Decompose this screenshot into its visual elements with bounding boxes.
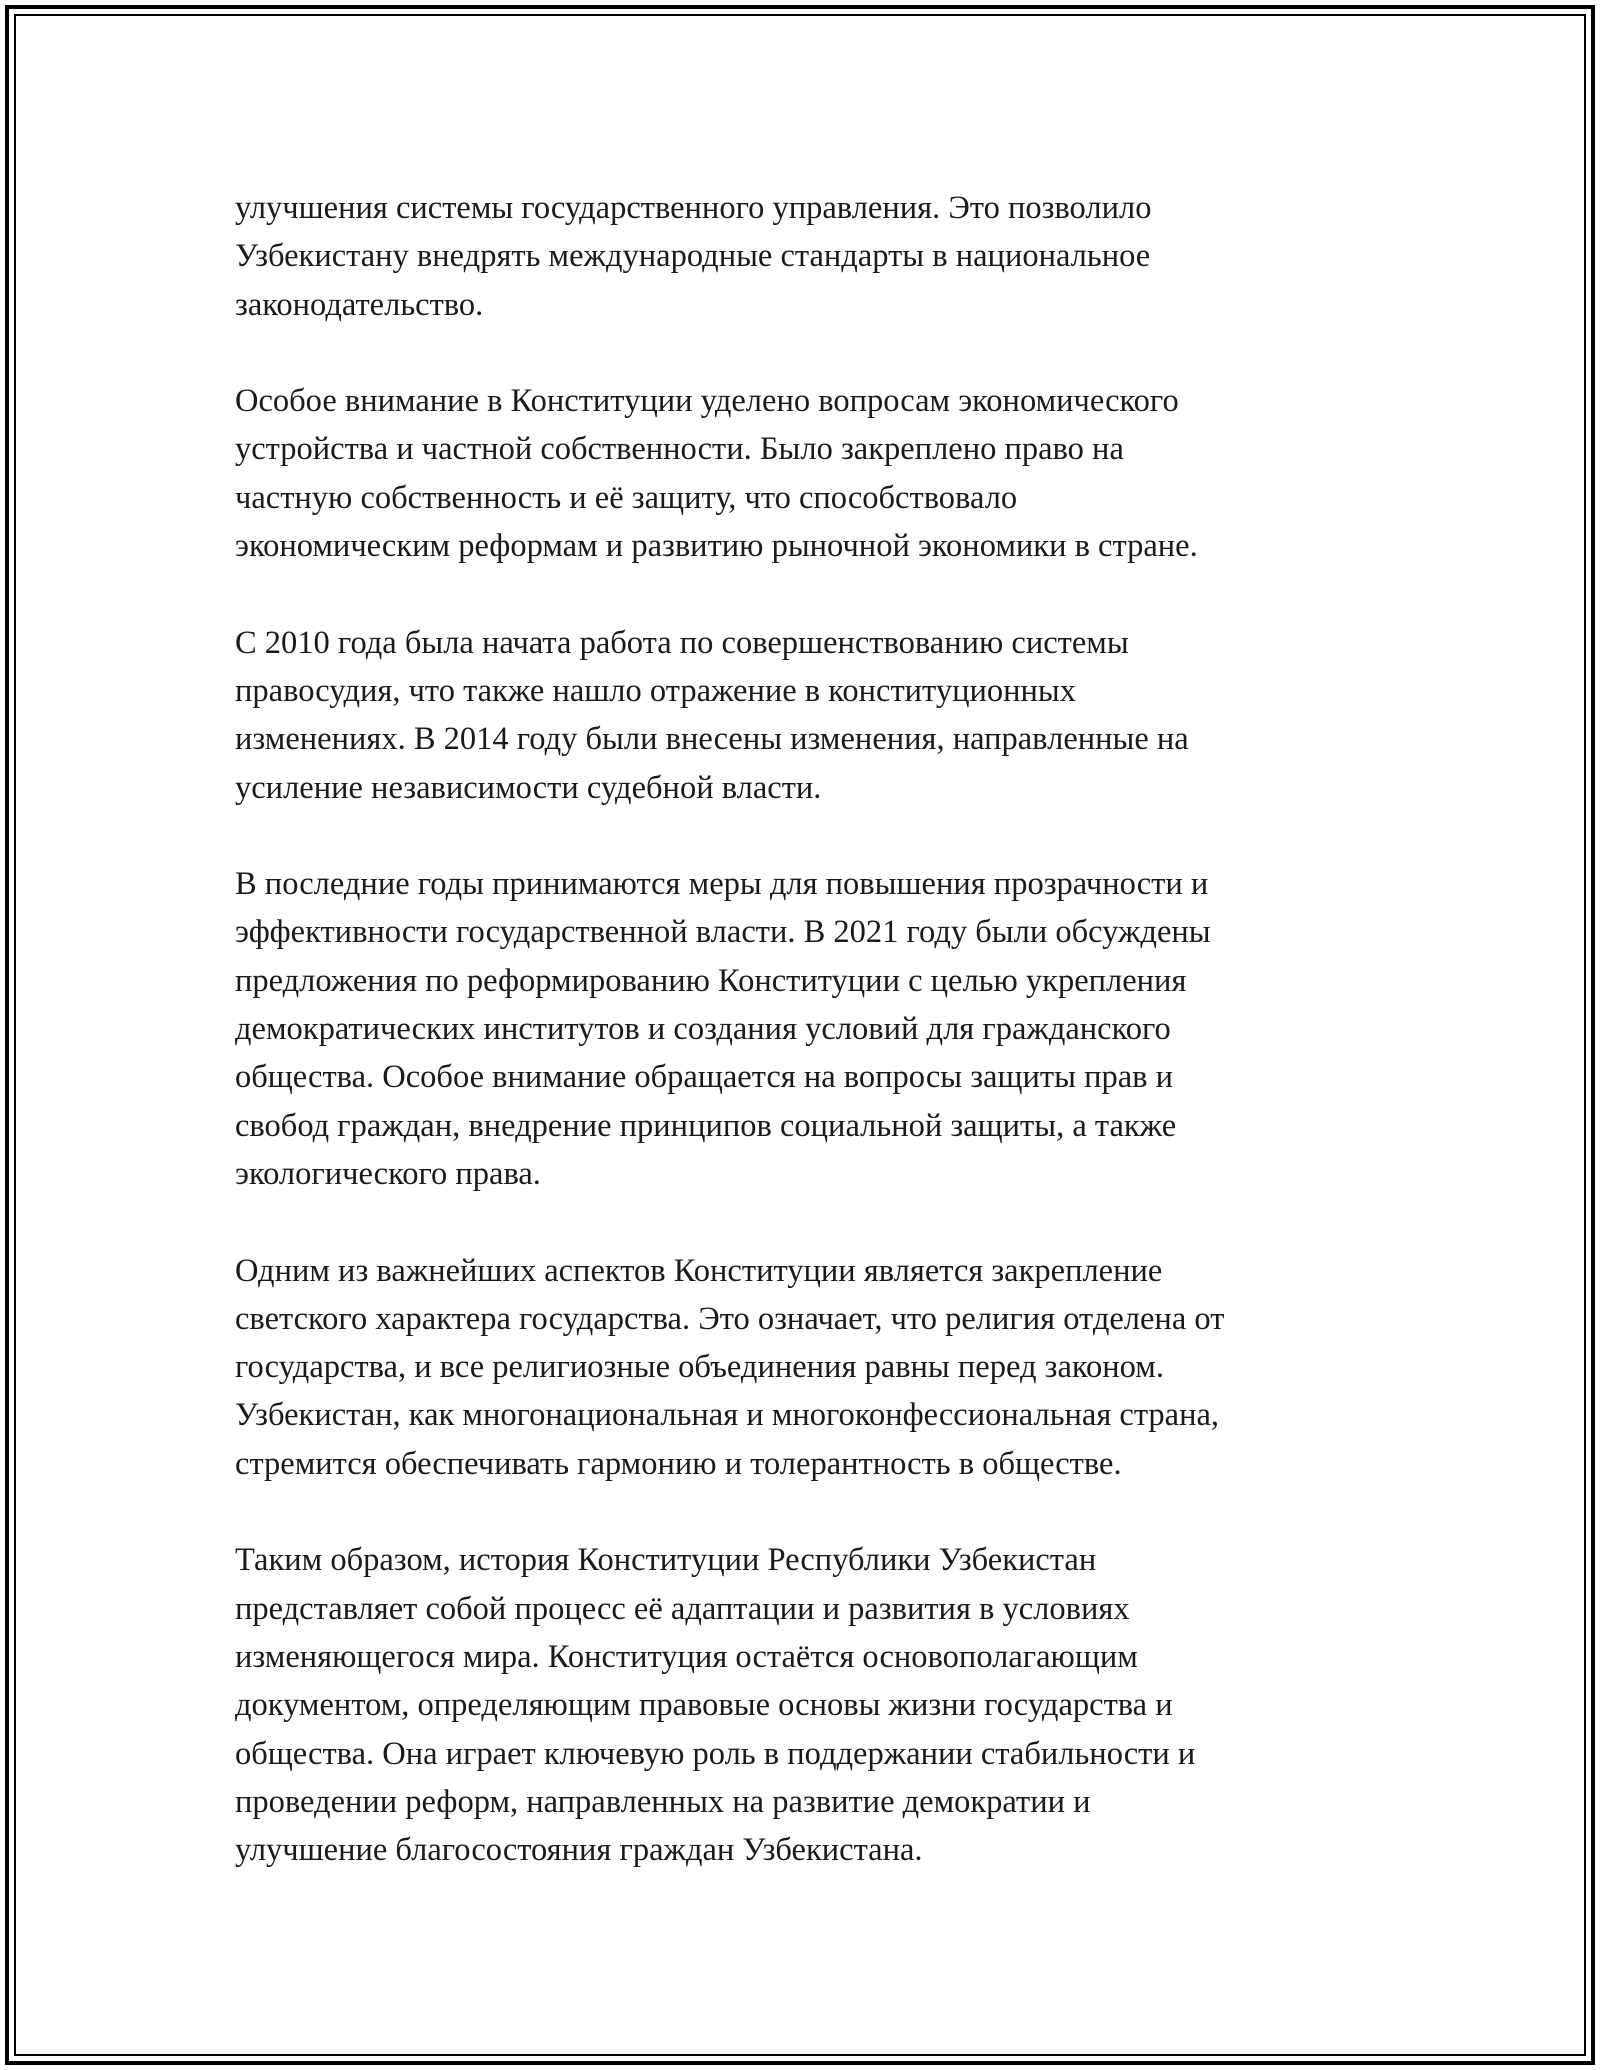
text-line: общества. Она играет ключевую роль в поддержании стабильности и [235, 1735, 1196, 1772]
text-line: стремится обеспечивать гармонию и толерантность в обществе. [235, 1445, 1122, 1482]
text-line: свобод граждан, внедрение принципов социальной защиты, а также [235, 1107, 1177, 1144]
text-line: изменяющегося мира. Конституция остаётся основополагающим [235, 1638, 1138, 1675]
text-line: экологического права. [235, 1155, 541, 1192]
paragraph-3 [235, 619, 1385, 812]
text-line: изменениях. В 2014 году были внесены изменения, направленные на [235, 721, 1189, 758]
text-line: экономическим реформам и развитию рыночной экономики в стране. [235, 528, 1198, 565]
paragraph-1 [235, 184, 1385, 329]
text-line: Узбекистан, как многонациональная и многоконфессиональная страна, [235, 1397, 1220, 1434]
text-line: усиление независимости судебной власти. [235, 769, 822, 806]
text-line: светского характера государства. Это означает, что религия отделена от [235, 1300, 1225, 1337]
paragraph-6 [235, 1536, 1385, 1874]
text-line: В последние годы принимаются меры для повышения прозрачности и [235, 866, 1209, 903]
text-line: частную собственность и её защиту, что способствовало [235, 479, 1018, 516]
text-line: предложения по реформированию Конституции с целью укрепления [235, 962, 1187, 999]
text-line: устройства и частной собственности. Было закреплено право на [235, 431, 1124, 468]
text-line: правосудия, что также нашло отражение в конституционных [235, 672, 1076, 709]
text-line: государства, и все религиозные объединения равны перед законом. [235, 1349, 1164, 1386]
text-line: проведении реформ, направленных на развитие демократии и [235, 1783, 1091, 1820]
text-line: Одним из важнейших аспектов Конституции является закрепление [235, 1252, 1163, 1289]
text-line: Особое внимание в Конституции уделено вопросам экономического [235, 383, 1179, 420]
paragraph-2 [235, 377, 1385, 570]
paragraph-5 [235, 1247, 1385, 1488]
text-line: улучшение благосостояния граждан Узбекистана. [235, 1832, 923, 1869]
text-line: улучшения системы государственного управления. Это позволило [235, 190, 1152, 226]
text-line: демократических институтов и создания условий для гражданского [235, 1011, 1171, 1048]
text-line: представляет собой процесс её адаптации и развития в условиях [235, 1590, 1130, 1627]
document-body [235, 184, 1385, 1874]
text-line: документом, определяющим правовые основы жизни государства и [235, 1687, 1173, 1724]
text-line: законодательство. [235, 286, 484, 323]
text-line: общества. Особое внимание обращается на вопросы защиты прав и [235, 1059, 1173, 1096]
text-line: эффективности государственной власти. В 2021 году были обсуждены [235, 914, 1211, 951]
text-line: Таким образом, история Конституции Республики Узбекистан [235, 1542, 1097, 1579]
text-line: Узбекистану внедрять международные стандарты в национальное [235, 238, 1151, 275]
text-line: С 2010 года была начата работа по совершенствованию системы [235, 624, 1129, 661]
paragraph-4 [235, 860, 1385, 1198]
